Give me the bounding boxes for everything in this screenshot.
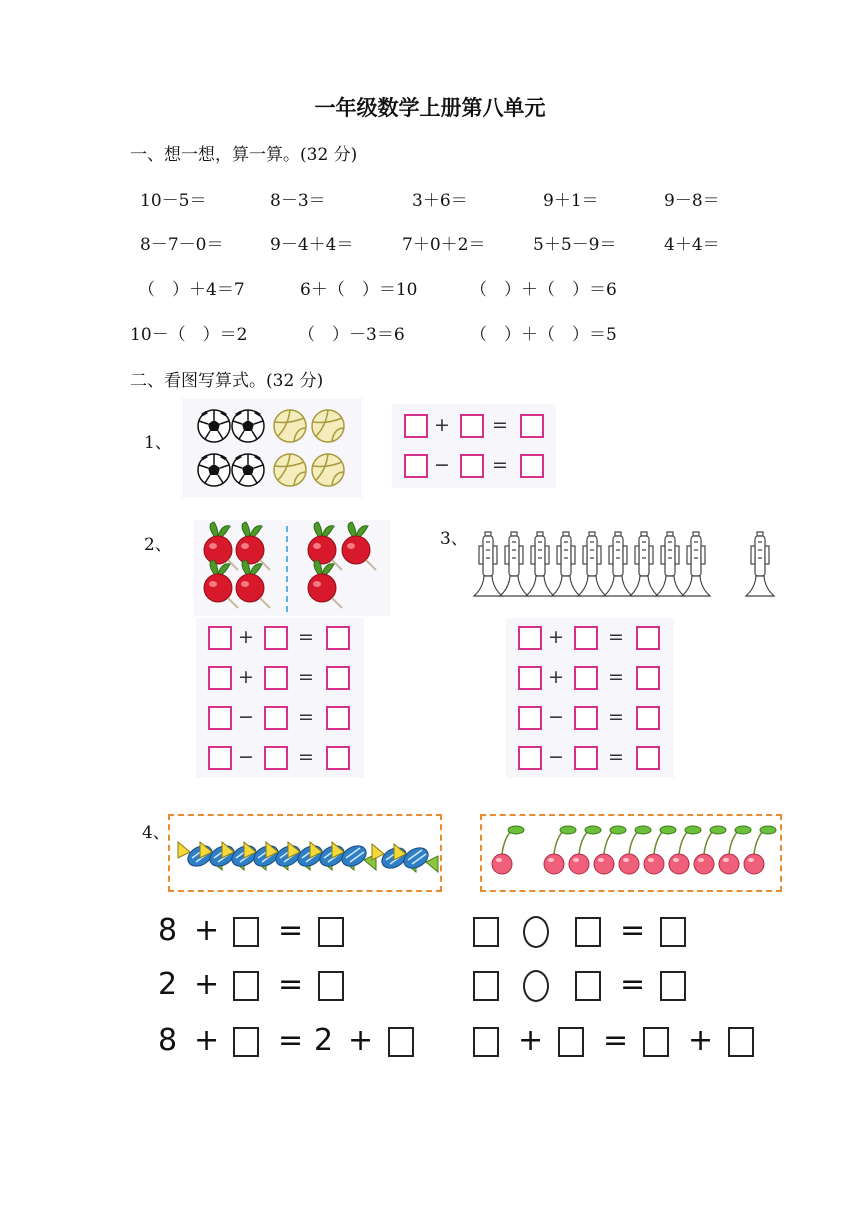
candy-picture-frame — [168, 814, 442, 892]
plus-sign: + — [194, 913, 220, 948]
answer-box[interactable] — [574, 666, 598, 690]
minus-sign: − — [434, 454, 450, 476]
equals-sign: = — [298, 626, 314, 648]
volleyball-icon — [312, 410, 344, 442]
number: 2 — [158, 967, 178, 1002]
trumpet-icon — [630, 532, 658, 596]
number: 8 — [158, 913, 178, 948]
radish-icon — [204, 560, 238, 608]
answer-box[interactable] — [636, 666, 660, 690]
answer-box[interactable] — [264, 666, 288, 690]
answer-box[interactable] — [518, 706, 542, 730]
equals-sign: = — [492, 454, 508, 476]
problem: （ ）＋（ ）＝6 — [470, 280, 617, 300]
problem: 8－7－0＝ — [140, 235, 224, 255]
answer-box[interactable] — [558, 1027, 584, 1057]
answer-box[interactable] — [233, 1027, 259, 1057]
answer-box[interactable] — [574, 626, 598, 650]
equals-sign: = — [298, 706, 314, 728]
answer-box[interactable] — [520, 454, 544, 478]
equals-sign: = — [608, 706, 624, 728]
soccer-ball-icon — [198, 454, 230, 486]
radish-illustration — [194, 520, 390, 616]
answer-box[interactable] — [208, 746, 232, 770]
answer-box[interactable] — [518, 626, 542, 650]
radish-icon — [236, 522, 270, 570]
cherry-picture-frame — [480, 814, 782, 892]
plus-sign: + — [238, 666, 254, 688]
problem: 9－8＝ — [664, 191, 720, 211]
trumpet-icon — [656, 532, 684, 596]
problem: （ ）＋（ ）＝5 — [470, 325, 617, 345]
answer-box[interactable] — [404, 454, 428, 478]
answer-box[interactable] — [460, 454, 484, 478]
soccer-ball-icon — [232, 454, 264, 486]
trumpet-icon — [746, 532, 774, 596]
plus-sign: + — [434, 414, 450, 436]
problem: 3＋6＝ — [412, 191, 468, 211]
answer-box[interactable] — [636, 626, 660, 650]
radish-icon — [204, 522, 238, 570]
equals-sign: = — [278, 1023, 304, 1058]
answer-box[interactable] — [326, 746, 350, 770]
answer-box[interactable] — [574, 706, 598, 730]
answer-box[interactable] — [264, 746, 288, 770]
trumpet-icon — [552, 532, 580, 596]
number: 8 — [158, 1023, 178, 1058]
equals-sign: = — [608, 666, 624, 688]
answer-box[interactable] — [388, 1027, 414, 1057]
answer-panel-3 — [506, 618, 674, 778]
answer-box[interactable] — [636, 746, 660, 770]
answer-box[interactable] — [326, 626, 350, 650]
answer-box[interactable] — [728, 1027, 754, 1057]
answer-box[interactable] — [208, 626, 232, 650]
problem: 7＋0＋2＝ — [402, 235, 486, 255]
answer-box[interactable] — [326, 666, 350, 690]
trumpet-icon — [604, 532, 632, 596]
answer-box[interactable] — [318, 917, 344, 947]
answer-box[interactable] — [660, 917, 686, 947]
answer-box[interactable] — [460, 414, 484, 438]
equals-sign: = — [608, 746, 624, 768]
answer-box[interactable] — [518, 746, 542, 770]
operator-circle[interactable] — [523, 916, 549, 948]
trumpet-icon — [500, 532, 528, 596]
cherry-illustration — [482, 816, 780, 890]
minus-sign: − — [548, 706, 564, 728]
plus-sign: + — [348, 1023, 374, 1058]
answer-box[interactable] — [643, 1027, 669, 1057]
balls-picture — [182, 398, 362, 498]
answer-panel-2 — [196, 618, 364, 778]
answer-box[interactable] — [318, 971, 344, 1001]
problem: （ ）＋4＝7 — [138, 280, 245, 300]
minus-sign: − — [238, 706, 254, 728]
answer-box[interactable] — [520, 414, 544, 438]
problem: 9－4＋4＝ — [270, 235, 354, 255]
problem: 4＋4＝ — [664, 235, 720, 255]
trumpet-icon — [578, 532, 606, 596]
page-title: 一年级数学上册第八单元 — [314, 95, 546, 120]
answer-box[interactable] — [326, 706, 350, 730]
problem: 10－（ ）＝2 — [130, 325, 248, 345]
section-1-heading: 一、想一想，算一算。(32 分) — [130, 145, 358, 165]
answer-box[interactable] — [208, 706, 232, 730]
volleyball-icon — [274, 454, 306, 486]
candy-illustration — [170, 816, 440, 890]
answer-box[interactable] — [518, 666, 542, 690]
equals-sign: = — [278, 967, 304, 1002]
equals-sign: = — [492, 414, 508, 436]
operator-circle[interactable] — [523, 970, 549, 1002]
plus-sign: + — [548, 666, 564, 688]
answer-box[interactable] — [208, 666, 232, 690]
trumpet-icon — [526, 532, 554, 596]
radish-icon — [308, 522, 342, 570]
equals-sign: = — [608, 626, 624, 648]
answer-box[interactable] — [473, 1027, 499, 1057]
answer-box[interactable] — [575, 917, 601, 947]
problem: （ ）－3＝6 — [298, 325, 405, 345]
answer-panel-1 — [392, 404, 556, 488]
soccer-ball-icon — [198, 410, 230, 442]
item-label: 1、 — [144, 433, 172, 453]
number: 2 — [314, 1023, 334, 1058]
trumpets-picture — [470, 524, 790, 608]
radish-icon — [308, 560, 342, 608]
radish-icon — [236, 560, 270, 608]
answer-box[interactable] — [473, 971, 499, 1001]
answer-box[interactable] — [660, 971, 686, 1001]
equals-sign: = — [620, 913, 646, 948]
equals-sign: = — [298, 746, 314, 768]
equals-sign: = — [278, 913, 304, 948]
answer-box[interactable] — [264, 706, 288, 730]
problem: 10－5＝ — [140, 191, 207, 211]
cherry-icon — [492, 826, 524, 874]
plus-sign: + — [194, 1023, 220, 1058]
balls-illustration — [182, 398, 362, 498]
answer-box[interactable] — [233, 917, 259, 947]
minus-sign: − — [548, 746, 564, 768]
answer-box[interactable] — [636, 706, 660, 730]
answer-box[interactable] — [473, 917, 499, 947]
answer-box[interactable] — [574, 746, 598, 770]
trumpets-illustration — [470, 524, 790, 608]
problem: 9＋1＝ — [543, 191, 599, 211]
plus-sign: + — [518, 1023, 544, 1058]
answer-box[interactable] — [233, 971, 259, 1001]
problem: 8－3＝ — [270, 191, 326, 211]
plus-sign: + — [548, 626, 564, 648]
section-2-heading: 二、看图写算式。(32 分) — [130, 371, 324, 391]
answer-box[interactable] — [264, 626, 288, 650]
problem: 6＋（ ）＝10 — [300, 280, 418, 300]
volleyball-icon — [274, 410, 306, 442]
plus-sign: + — [688, 1023, 714, 1058]
trumpet-icon — [474, 532, 502, 596]
radish-picture — [194, 520, 390, 616]
item-label: 3、 — [440, 529, 468, 549]
answer-box[interactable] — [404, 414, 428, 438]
soccer-ball-icon — [232, 410, 264, 442]
plus-sign: + — [194, 967, 220, 1002]
plus-sign: + — [238, 626, 254, 648]
answer-box[interactable] — [575, 971, 601, 1001]
volleyball-icon — [312, 454, 344, 486]
problem: 5＋5－9＝ — [533, 235, 617, 255]
equals-sign: = — [620, 967, 646, 1002]
item-label: 4、 — [142, 823, 170, 843]
equals-sign: = — [298, 666, 314, 688]
minus-sign: − — [238, 746, 254, 768]
radish-icon — [342, 522, 376, 570]
equals-sign: = — [603, 1023, 629, 1058]
item-label: 2、 — [144, 535, 172, 555]
trumpet-icon — [682, 532, 710, 596]
